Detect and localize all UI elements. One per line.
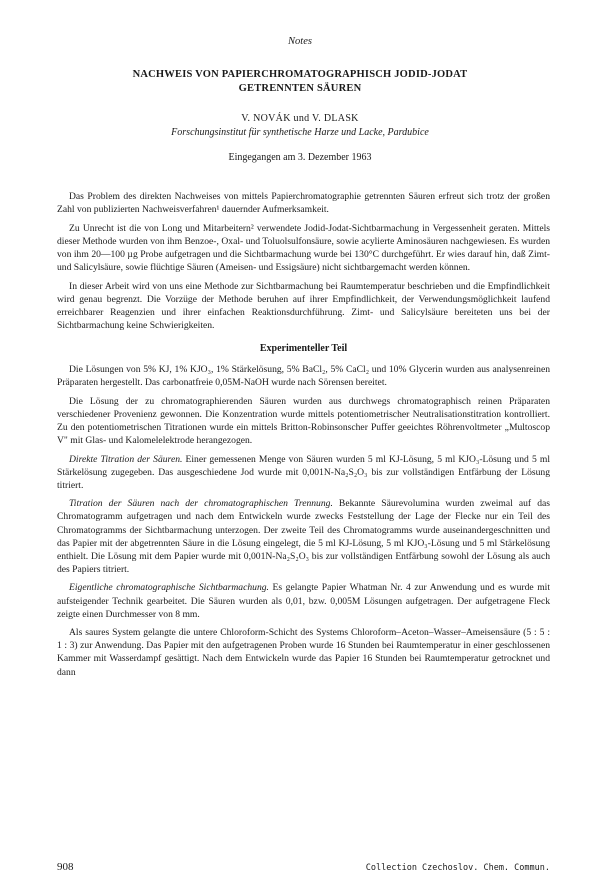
subsection-lead: Eigentliche chromatographische Sichtbarmachung. [69, 582, 269, 594]
article-title [60, 68, 540, 96]
journal-name: Collection Czechoslov. Chem. Commun. [365, 863, 550, 873]
paragraph-aim: In dieser Arbeit wird von uns eine Methode zur Sichtbarmachung bei Raumtemperatur beschrieben und die Empfindlichkeit wird genau begrenzt. Die Vorzüge der Methode beruhen auf ihrer Empfindlichkeit, der Verwendungsmöglichkeit laufend erreichbarer Reagenzien und ihrer einfachen Reaktionsdurchführung. Zimt- und Salicylsäure bereiteten uns bei der Sichtbarmachung keine Schwierigkeiten. [57, 280, 550, 331]
page-number: 908 [57, 861, 74, 873]
subsection-lead: Titration der Säuren nach der chromatographischen Trennung. [69, 498, 333, 510]
paragraph-reagents: Die Lösungen von 5% KJ, 1% KJO₃, 1% Stärkelösung, 5% BaCl₂, 5% CaCl₂ und 10% Glycerin wurden aus analysenreinen Präparaten hergestellt. Das carbonatfreie 0,05M-NaOH wurde nach Sörensen bereitet. [57, 364, 550, 389]
paragraph-text: Einer gemessenen Menge von Säuren wurden 5 ml KJ-Lösung, 5 ml KJO₃-Lösung und 5 ml Stärkelösung zugegeben. Das ausgeschiedene Jod wurde mit 0,001N-Na₂S₂O₃ bis zur vollständigen Entfärbung der Lösung titriert. [57, 453, 550, 491]
paragraph-history: Zu Unrecht ist die von Long und Mitarbeitern² verwendete Jodid-Jodat-Sichtbarmachung in Vergessenheit geraten. Mittels dieser Methode wurden von ihm Benzoe-, Oxal- und Toluolsulfonsäure, sowie acylierte Aminosäuren nachgewiesen. Es wurden von ihm 20—100 µg Probe aufgetragen und die Sichtbarmachung wurde bei 130°C durchgeführt. Er wies darauf hin, daß Zimt- und Salicylsäure, sowie flüchtige Säuren (Ameisen- und Essigsäure) nicht sichtbargemacht werden können. [57, 222, 550, 273]
paragraph-acid-system: Als saures System gelangte die untere Chloroform-Schicht des Systems Chloroform–Aceton–Wasser–Ameisensäure (5 : 5 : 1 : 3) zur Anwendung. Das Papier mit den aufgetragenen Proben wurde 16 Stunden bei Raumtemperatur in einer geschlossenen Kammer mit Wasserdampf gesättigt. Nach dem Entwickeln wurde das Papier 16 Stunden bei Raumtemperatur getrocknet und dann [57, 627, 550, 678]
paragraph-solutions: Die Lösung der zu chromatographierenden Säuren wurden aus durchwegs chromatographisch reinen Präparaten verschiedener Provenienz gewonnen. Die Konzentration wurde mittels potentiometrischer Neutralisationstitration kontrolliert. Zu den potentiometrischen Titrationen wurde ein mittels Britton-Robinsonscher Puffer geeichtes Röhrenvoltmeter „Multoscop V" mit Glas- und Kalomelelektrode herangezogen. [57, 395, 550, 446]
institute: Forschungsinstitut für synthetische Harze und Lacke, Pardubice [171, 127, 429, 138]
section-heading: Experimenteller Teil [259, 342, 348, 354]
paragraph-direct-titration [57, 453, 550, 492]
title-line-2: GETRENNTEN SÄUREN [238, 83, 362, 94]
received-date: Eingegangen am 3. Dezember 1963 [228, 152, 372, 163]
subsection-lead: Direkte Titration der Säuren. [69, 453, 183, 465]
title-line-1: NACHWEIS VON PAPIERCHROMATOGRAPHISCH JODID-JODAT [132, 69, 468, 80]
paragraph-text: Es gelangte Papier Whatman Nr. 4 zur Anwendung und es wurde mit aufsteigender Technik gearbeitet. Die Säuren wurden als 0,01, bzw. 0,005M Lösungen aufgetragen. Der aufgetragene Fleck zeigte einen Durchmesser von 8 mm. [57, 582, 550, 620]
paragraph-intro: Das Problem des direkten Nachweises von mittels Papierchromatographie getrennten Säuren erfreut sich trotz der großen Zahl von publizierten Nachweisverfahren¹ dauernder Aufmerksamkeit. [57, 191, 550, 216]
running-header: Notes [288, 36, 312, 47]
authors: V. NOVÁK und V. DLASK [241, 113, 359, 124]
paragraph-text: Bekannte Säurevolumina wurden zweimal auf das Chromatogramm aufgetragen und nach dem Entwickeln wurde zwecks Feststellung der Lage der Flecke nur ein Teil des Chromatogramms der Sichtbarmachung unterzogen. Der zweite Teil des Chromatogramms wurde auseinandergeschnitten und das Papier mit der abgetrennten Säure in die Lösung eingelegt, die 5 ml KJ-Lösung, 5 ml KJO₃-Lösung und 5 ml Stärkelösung enthielt. Die Lösung mit dem Papier wurde mit 0,001N-Na₂S₂O₃ bis zur vollständigen Entfärbung sowohl der Lösung als auch des Papiers titriert. [57, 498, 550, 575]
paragraph-titration-after-separation [57, 497, 550, 576]
article-body [57, 190, 550, 684]
paragraph-visualisation [57, 581, 550, 620]
